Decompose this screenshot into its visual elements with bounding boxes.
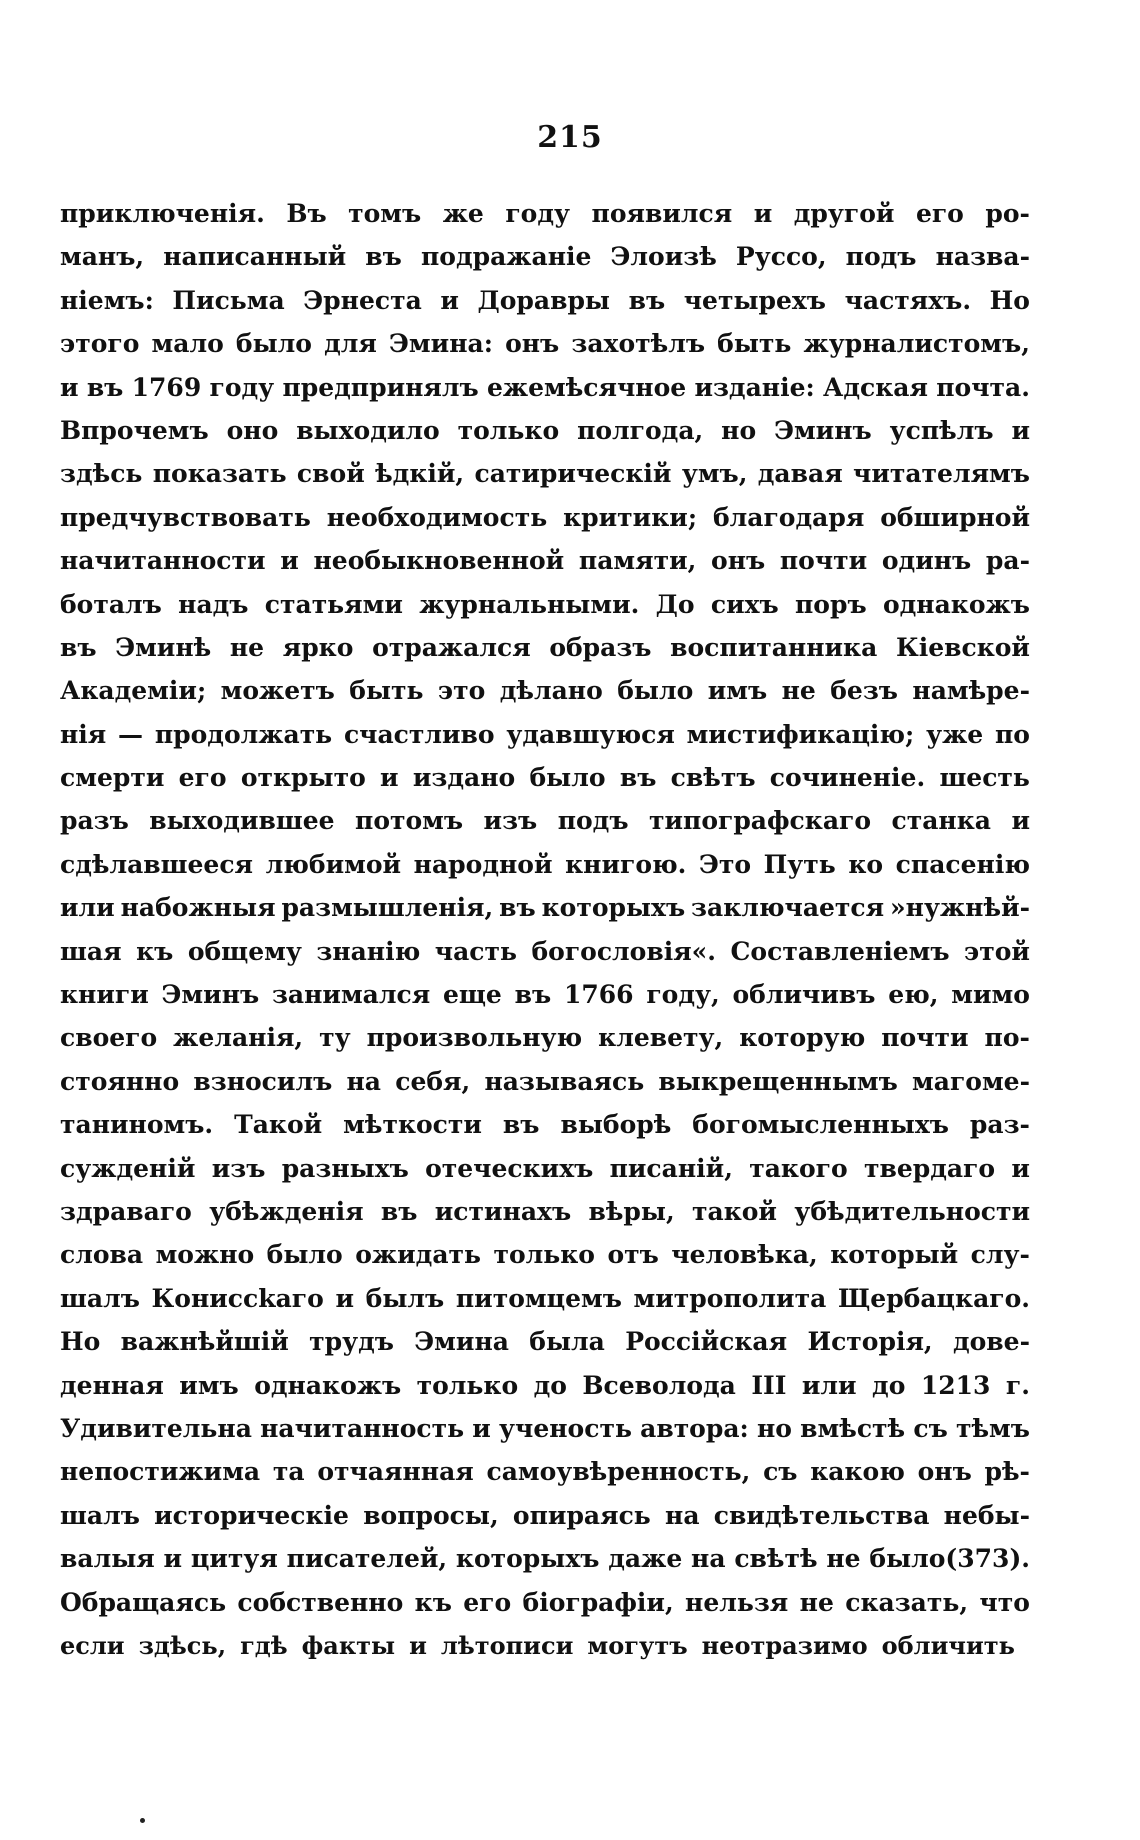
body-text <box>60 192 1030 1667</box>
text-line: или набожныя размышленія, въ которыхъ заключается »нужнѣй- <box>60 893 1030 923</box>
text-line: ніемъ: Письма Эрнеста и Доравры въ четырехъ частяхъ. Но <box>60 285 1030 315</box>
text-line: Но важнѣйшій трудъ Эмина была Россійская Исторія, дове- <box>60 1327 1030 1357</box>
text-line: разъ выходившее потомъ изъ подъ типографскаго станка и <box>60 806 1030 836</box>
text-line: Обращаясь собственно къ его біографіи, нельзя не сказать, что <box>60 1587 1030 1617</box>
text-line: здраваго убѣжденія въ истинахъ вѣры, такой убѣдительности <box>60 1196 1030 1226</box>
text-line: книги Эминъ занимался еще въ 1766 году, обличивъ ею, мимо <box>60 980 1030 1010</box>
text-line: нія — продолжать счастливо удавшуюся мистификацію; уже по <box>60 719 1030 749</box>
text-line: непостижима та отчаянная самоувѣренность, съ какою онъ рѣ- <box>60 1457 1030 1487</box>
text-line: здѣсь показать свой ѣдкій, сатирическій умъ, давая читателямъ <box>60 459 1030 489</box>
text-line: валыя и цитуя писателей, которыхъ даже на свѣтѣ не было(373). <box>60 1544 1030 1574</box>
text-line: Удивительна начитанность и ученость автора: но вмѣстѣ съ тѣмъ <box>60 1413 1030 1443</box>
text-line: слова можно было ожидать только отъ человѣка, который слу- <box>60 1240 1030 1270</box>
text-line: если здѣсь, гдѣ факты и лѣтописи могутъ неотразимо обличить <box>60 1630 1015 1660</box>
text-line: таниномъ. Такой мѣткости въ выборѣ богомысленныхъ раз- <box>60 1110 1030 1140</box>
text-line: Впрочемъ оно выходило только полгода, но Эминъ успѣлъ и <box>60 415 1030 445</box>
text-line: шая къ общему знанію часть богословія«. Составленіемъ этой <box>60 936 1030 966</box>
text-line: боталъ надъ статьями журнальными. До сихъ поръ однакожъ <box>60 589 1030 619</box>
text-line: начитанности и необыкновенной памяти, онъ почти одинъ ра- <box>60 546 1030 576</box>
text-line: въ Эминѣ не ярко отражался образъ воспитанника Кіевской <box>60 632 1030 662</box>
text-line: сужденій изъ разныхъ отеческихъ писаній, такого твердаго и <box>60 1153 1030 1183</box>
text-line: смерти его открыто и издано было въ свѣтъ сочиненіе. шесть <box>60 763 1030 793</box>
text-line: этого мало было для Эмина: онъ захотѣлъ быть журналистомъ, <box>60 329 1030 359</box>
text-line: и въ 1769 году предпринялъ ежемѣсячное изданіе: Адская почта. <box>60 372 1030 402</box>
ink-speck <box>140 1818 145 1823</box>
text-line: стоянно взносилъ на себя, называясь выкрещеннымъ магоме- <box>60 1066 1030 1096</box>
page-number: 215 <box>537 120 603 155</box>
text-line: шалъ Кониссkаго и былъ питомцемъ митрополита Щербацкаго. <box>60 1283 1030 1313</box>
text-line: денная имъ однакожъ только до Всеволода III или до 1213 г. <box>60 1370 1030 1400</box>
text-line: своего желанія, ту произвольную клевету, которую почти по- <box>60 1023 1030 1053</box>
text-line: манъ, написанный въ подражаніе Элоизѣ Руссо, подъ назва- <box>60 242 1030 272</box>
text-line: сдѣлавшееся любимой народной книгою. Это Путь ко спасенію <box>60 849 1030 879</box>
text-line: предчувствовать необходимость критики; благодаря обширной <box>60 502 1030 532</box>
text-line: приключенія. Въ томъ же году появился и другой его ро- <box>60 199 1030 228</box>
text-line: Академіи; можетъ быть это дѣлано было имъ не безъ намѣре- <box>60 676 1030 706</box>
text-line: шалъ историческіе вопросы, опираясь на свидѣтельства небы- <box>60 1500 1030 1530</box>
